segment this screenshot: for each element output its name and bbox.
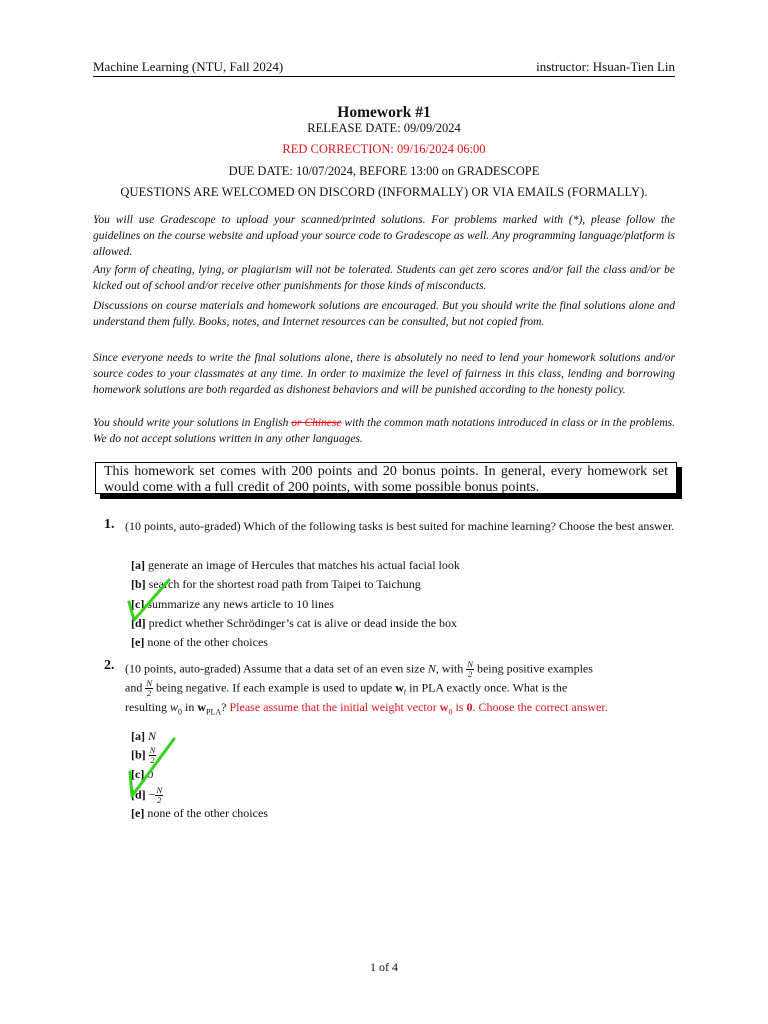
instructions-paragraph-5: [93, 415, 675, 447]
page-number: 1 of 4: [370, 960, 398, 974]
frac-den: 2: [147, 688, 152, 698]
p5-strikethrough: or Chinese: [291, 417, 342, 429]
q1-option-a: [131, 558, 460, 573]
q2-text-part: (10 points, auto-graded) Assume that a data set of an even size: [125, 661, 428, 676]
q2-var-wpla: w: [197, 700, 207, 715]
header-rule: [93, 76, 675, 77]
q2-number: 2.: [104, 658, 115, 673]
option-label: [b]: [131, 747, 146, 762]
q2-red-text: Please assume that the initial weight vector: [229, 700, 440, 715]
q2-red-var: w: [439, 700, 449, 715]
q2-sub: 0: [448, 707, 453, 717]
q2-var-w0: w: [170, 700, 179, 715]
instructions-paragraph-2: Any form of cheating, lying, or plagiarism will not be tolerated. Students can get zero scores and/or fail the class and/or be kicked out of school and/or receive other punishments for those kinds of misconducts.: [93, 264, 675, 292]
q2-red-text: . Choose the correct answer.: [472, 700, 608, 715]
q2-text-part: , with: [435, 661, 467, 676]
q2-fraction: [466, 660, 474, 679]
q2-text-part: in: [182, 700, 198, 715]
q2-red-zero: 0: [466, 700, 473, 715]
due-date: DUE DATE: 10/07/2024, BEFORE 13:00 on GRADESCOPE: [228, 164, 540, 178]
instructions-paragraph-3: Discussions on course materials and homework solutions are encouraged. But you should write the final solutions alone and understand them fully. Books, notes, and Internet resources can be consulted, but not copied from.: [93, 300, 675, 328]
frac-den: 2: [467, 669, 473, 679]
q2-text-part: and: [125, 680, 146, 695]
q2-var-wt: w: [395, 680, 404, 695]
q2-text-part: being positive examples: [473, 661, 593, 676]
option-text: none of the other choices: [147, 635, 268, 649]
q2-red-text: is: [452, 700, 467, 715]
q1-text: (10 points, auto-graded) Which of the following tasks is best suited for machine learning? Choose the best answer.: [125, 519, 675, 533]
p5-after: with the common math notations introduced in class or in the problems. We do not accept solutions written in any other languages.: [93, 417, 675, 445]
q2-sub: t: [403, 687, 407, 697]
release-date: RELEASE DATE: 09/09/2024: [307, 121, 461, 135]
frac-num: N: [467, 659, 473, 669]
q2-text-part: ?: [221, 700, 230, 715]
q1-number: 1.: [104, 517, 115, 532]
q2-fraction: [145, 679, 153, 698]
option-text: N: [148, 729, 157, 743]
option-text: 0: [147, 767, 154, 781]
option-text: none of the other choices: [147, 806, 268, 820]
frac-num: N: [146, 678, 152, 688]
option-label: [e]: [131, 635, 145, 649]
option-label: [b]: [131, 577, 146, 591]
option-text: summarize any news article to 10 lines: [147, 597, 334, 611]
q2-text-part: in PLA exactly once. What is the: [406, 680, 568, 695]
option-label: [d]: [131, 616, 146, 630]
option-sign: −: [148, 787, 156, 802]
option-text: predict whether Schrödinger’s cat is alive or dead inside the box: [148, 616, 458, 630]
q2-checkmark-icon: [124, 736, 179, 802]
option-label: [e]: [131, 806, 145, 820]
q1-checkmark-icon: [124, 576, 174, 626]
q2-option-e: [131, 806, 268, 821]
red-correction: RED CORRECTION: 09/16/2024 06:00: [282, 142, 486, 156]
option-label: [a]: [131, 729, 145, 743]
p5-before: You should write your solutions in English: [93, 417, 292, 429]
points-notice-box: This homework set comes with 200 points and 20 bonus points. In general, every homework set would come with a full credit of 200 points, with some possible bonus points.: [95, 462, 677, 494]
instructions-paragraph-4: Since everyone needs to write the final solutions alone, there is absolutely no need to lend your homework solutions and/or source codes to your classmates at any time. In order to maximize the level of fairness in this class, lending and borrowing homework solutions are both regarded as dishonest behaviors and will be punished according to the honesty policy.: [93, 352, 675, 396]
q2-text: [125, 660, 675, 720]
q2-var-n: N: [427, 661, 436, 676]
header-course: Machine Learning (NTU, Fall 2024): [93, 59, 284, 74]
frac-den: 2: [157, 795, 162, 805]
instructions-paragraph-1: You will use Gradescope to upload your scanned/printed solutions. For problems marked with (*), please follow the guidelines on the course website and upload your source code to Gradescope as well. Any programming language/platform is allowed.: [93, 214, 675, 258]
option-text: generate an image of Hercules that matches his actual facial look: [148, 558, 460, 572]
q2-text-part: being negative. If each example is used to update: [153, 680, 396, 695]
option-label: [d]: [131, 787, 146, 802]
q2-text-part: resulting: [125, 700, 170, 715]
frac-num: N: [156, 785, 163, 795]
option-label: [a]: [131, 558, 145, 572]
q1-option-e: [131, 635, 268, 650]
page-title: Homework #1: [337, 104, 431, 121]
option-text: search for the shortest road path from Taipei to Taichung: [148, 577, 421, 591]
frac-num: N: [149, 745, 156, 755]
questions-note: QUESTIONS ARE WELCOMED ON DISCORD (INFORMALLY) OR VIA EMAILS (FORMALLY).: [120, 185, 648, 199]
q2-sub: PLA: [206, 707, 222, 717]
option-label: [c]: [131, 597, 145, 611]
frac-den: 2: [150, 755, 155, 765]
q1-option-b: [131, 577, 421, 592]
q2-sub: 0: [178, 707, 183, 717]
header-instructor: instructor: Hsuan-Tien Lin: [536, 59, 675, 74]
q1-option-d: [131, 616, 457, 631]
option-label: [c]: [131, 767, 145, 781]
